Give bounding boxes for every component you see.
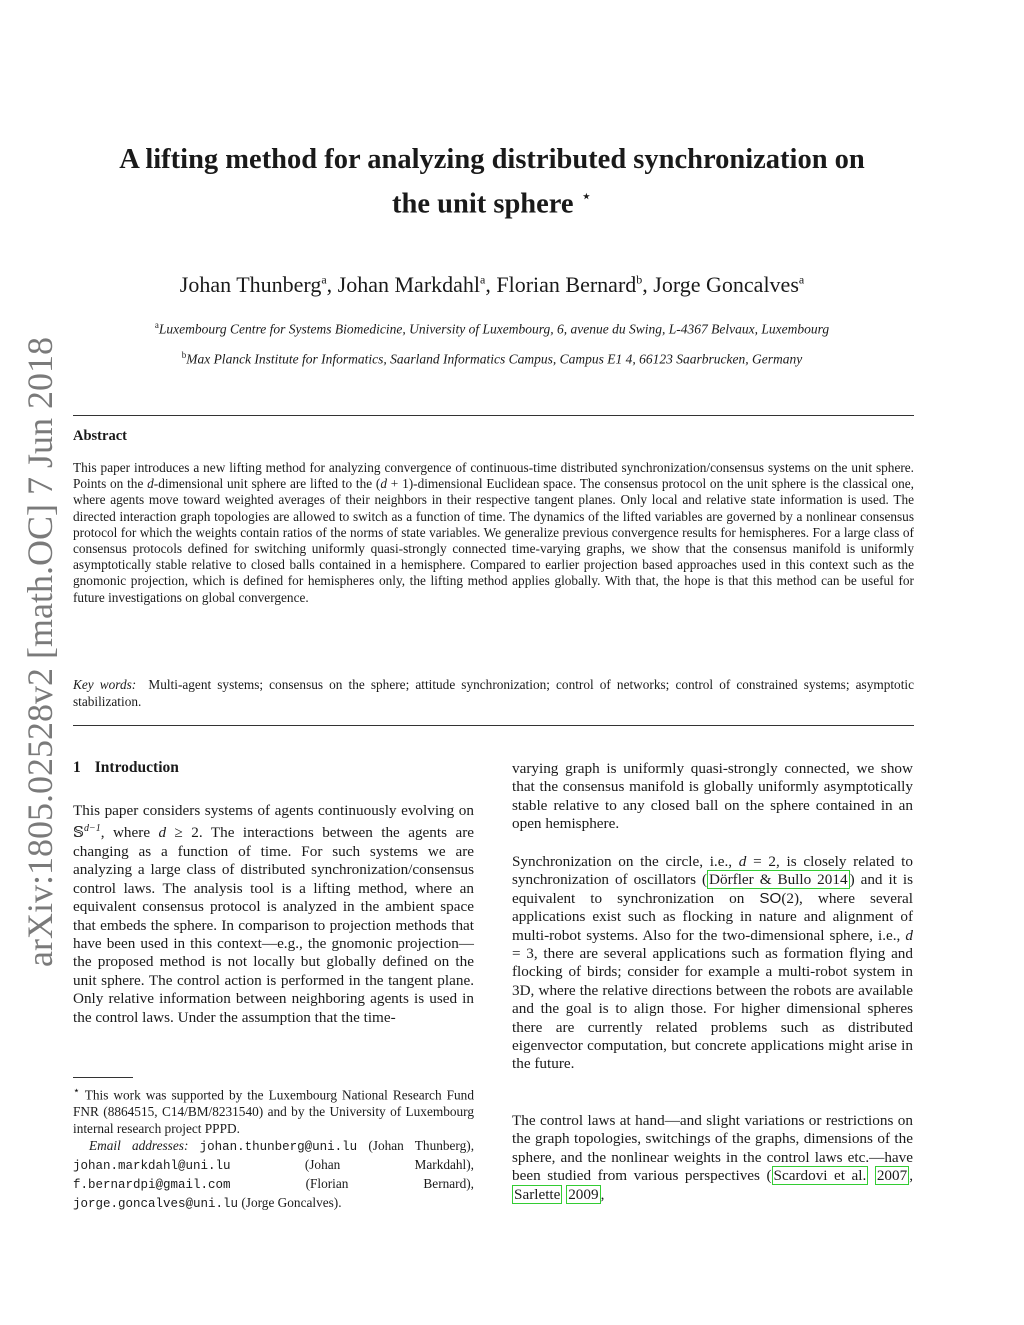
rp3-end: , [600, 1185, 605, 1203]
author-3 [496, 272, 642, 297]
email-owner-3: (Florian Bernard), [305, 1176, 474, 1192]
citation-scardovi-year[interactable]: 2007 [876, 1167, 908, 1185]
rp2-text-b: = 2, is closely related to synchronization of oscillators ( [512, 853, 913, 889]
abstract-heading: Abstract [73, 428, 127, 444]
email-link-3[interactable]: f.bernardpi@gmail.com [73, 1178, 231, 1193]
author-4 [653, 272, 804, 297]
email-link-2[interactable]: johan.markdahl@uni.lu [73, 1159, 231, 1174]
rp2-text-a: Synchronization on the circle, i.e., [512, 853, 739, 870]
abstract-var-d: d [147, 476, 154, 492]
abstract-var-d1: d [380, 476, 388, 492]
title-line-2 [60, 178, 924, 223]
author-3-aff: b [636, 272, 643, 287]
so-group-arg: (2), [781, 889, 803, 907]
title-line-1: A lifting method for analyzing distributed synchronization on [119, 144, 865, 175]
intro-var-d: d [158, 824, 167, 842]
rp2-text-c: ) and it is equivalent to synchronization on [512, 871, 914, 907]
author-2-aff: a [480, 272, 486, 287]
rp2-var-d: d [738, 853, 747, 870]
section-number: 1 [73, 759, 81, 776]
intro-right-paragraph-3 [512, 1112, 913, 1204]
author-4-name: Jorge Goncalves [653, 272, 799, 297]
affiliation-b-mark: b [181, 350, 187, 360]
author-1-name: Johan Thunberg [179, 272, 322, 297]
keywords-text: Multi-agent systems; consensus on the sphere; attitude synchronization; control of networks; control of constrained systems; asymptotic stabilization. [73, 677, 914, 709]
paper-title [60, 142, 924, 223]
citation-scardovi[interactable]: Scardovi et al. [773, 1167, 867, 1185]
intro-left-paragraph [73, 802, 474, 1027]
email-owner-2: (Johan Markdahl), [304, 1157, 474, 1173]
footnote [73, 1083, 474, 1213]
rp2-var-d2: d [905, 926, 913, 944]
abstract-body [73, 460, 914, 606]
author-2 [338, 272, 486, 297]
intro-right-paragraph-2 [512, 853, 913, 1074]
keywords [73, 677, 914, 710]
email-label: Email addresses: [89, 1138, 189, 1154]
intro-right-paragraph-1: varying graph is uniformly quasi-strongly connected, we show that the consensus manifold is globally uniformly asymptotically stable relative to any closed ball on the sphere contained in an open hemisphere. [512, 760, 913, 833]
abstract-bottom-rule [73, 725, 914, 726]
intro-text-b: , where [100, 824, 159, 842]
affiliation-b [60, 350, 924, 368]
section-heading [73, 759, 179, 777]
author-2-name: Johan Markdahl [337, 272, 481, 297]
keywords-label: Key words: [73, 677, 137, 692]
email-owner-1: (Johan Thunberg), [368, 1138, 475, 1154]
sphere-superscript-text: d−1 [83, 823, 101, 835]
abstract-text-2: -dimensional unit sphere are lifted to the ( [153, 476, 381, 492]
footnote-text: This work was supported by the Luxembourg National Research Fund FNR (8864515, C14/BM/8231540) and by the University of Luxembourg internal research project PPPD. [73, 1087, 474, 1137]
footnote-rule [73, 1077, 133, 1078]
title-star-mark: ⋆ [580, 186, 592, 206]
abstract-top-rule [73, 415, 914, 416]
citation-dorfler-bullo[interactable]: Dörfler & Bullo 2014 [709, 871, 848, 889]
author-1 [180, 272, 327, 297]
affiliation-a-mark: a [154, 320, 159, 330]
citation-sarlette-year[interactable]: 2009 [568, 1185, 599, 1203]
email-owner-4: (Jorge Goncalves). [241, 1195, 342, 1211]
affiliation-a [60, 320, 924, 338]
rp2-text-f: = 3, there are several applications such as formation flying and flocking of birds; consider for example a multi-robot system in 3D, where the relative directions between the robots are available and the goal is to align those. For higher dimensional spheres there are currently related problems such as distributed eigenvector computation, but concrete applications might arise in the future. [512, 945, 913, 1073]
so-group-symbol: SO [759, 889, 782, 907]
sphere-superscript [84, 823, 101, 834]
author-4-aff: a [798, 272, 805, 287]
section-title: Introduction [94, 759, 179, 776]
rp3-text-a: The control laws at hand—and slight variations or restrictions on the graph topologies, switchings of the graphs, dimensions of the sphere, and the nonlinear weights in the control laws etc.—have been studied from various perspectives ( [512, 1112, 913, 1185]
author-3-name: Florian Bernard [496, 272, 637, 297]
footnote-mark: ⋆ [73, 1085, 80, 1097]
abstract-text-1: This paper introduces a new lifting method for analyzing convergence of continuous-time distributed synchronization/consensus systems on the unit sphere. Points on the [73, 460, 914, 492]
author-list: Johan Thunberg$^a$, Johan Markdahl$^a$, Florian Bernard$^b$, Jorge Goncalves$^a$ [179, 272, 805, 297]
arxiv-stamp [18, 337, 62, 967]
affiliation-a-text: Luxembourg Centre for Systems Biomedicine, University of Luxembourg, 6, avenue du Swing, L-4367 Belvaux, Luxembourg [158, 321, 830, 337]
intro-text-c: ≥ 2. The interactions between the agents are changing as a function of time. For such systems we are analyzing a large class of distributed synchronization/consensus control laws. The analysis tool is a lifting method, where an equivalent consensus protocol is analyzed in the ambient space that embeds the sphere. In comparison to projection methods that have been used in this context—e.g., the gnomonic projection—the proposed method is not locally but globally defined on the unit sphere. The control action is performed in the tangent plane. Only relative information between neighboring agents is used in the control laws. Under the assumption that the time- [73, 824, 474, 1026]
affiliation-b-text: Max Planck Institute for Informatics, Saarland Informatics Campus, Campus E1 4, 66123 Saarbrucken, Germany [186, 351, 803, 367]
rp3-separator: , [909, 1167, 913, 1185]
email-link-4[interactable]: jorge.goncalves@uni.lu [73, 1197, 239, 1212]
rp2-text-e: where several applications exist such as flocking in nature and alignment of multi-robot systems. Also for the two-dimensional sphere, i.e., [512, 889, 914, 944]
intro-text-a: This paper considers systems of agents continuously evolving on [73, 802, 474, 819]
footnote-emails [73, 1137, 474, 1213]
citation-sarlette[interactable]: Sarlette [514, 1185, 561, 1203]
email-link-1[interactable]: johan.thunberg@uni.lu [199, 1140, 358, 1155]
abstract-text-3: + 1)-dimensional Euclidean space. The consensus protocol on the unit sphere is the classical one, where agents move toward weighted averages of their neighbors in their respective tangent planes. Only local and relative state information is used. The directed interaction graph topologies are allowed to switch as a function of time. The dynamics of the lifted variables are governed by a nonlinear consensus protocol for which the weights contain ratios of the norms of state variables. We generalize previous convergence results for hemispheres. For a large class of consensus protocols defined for switching uniformly quasi-strongly connected time-varying graphs, we show that the consensus manifold is uniformly asymptotically stable relative to closed balls contained in a hemisphere. Compared to earlier projection based approaches used in this context such as the gnomonic projection, which is defined for hemispheres only, the lifting method applies globally. With that, the hope is that this method can be useful for future investigations on global convergence. [73, 476, 914, 605]
author-1-aff: a [321, 272, 327, 287]
title-line-2-text: the unit sphere [392, 188, 574, 220]
sphere-symbol: 𝕊 [73, 824, 84, 842]
arxiv-stamp-text: arXiv:1805.02528v2 [math.OC] 7 Jun 2018 [20, 337, 60, 967]
